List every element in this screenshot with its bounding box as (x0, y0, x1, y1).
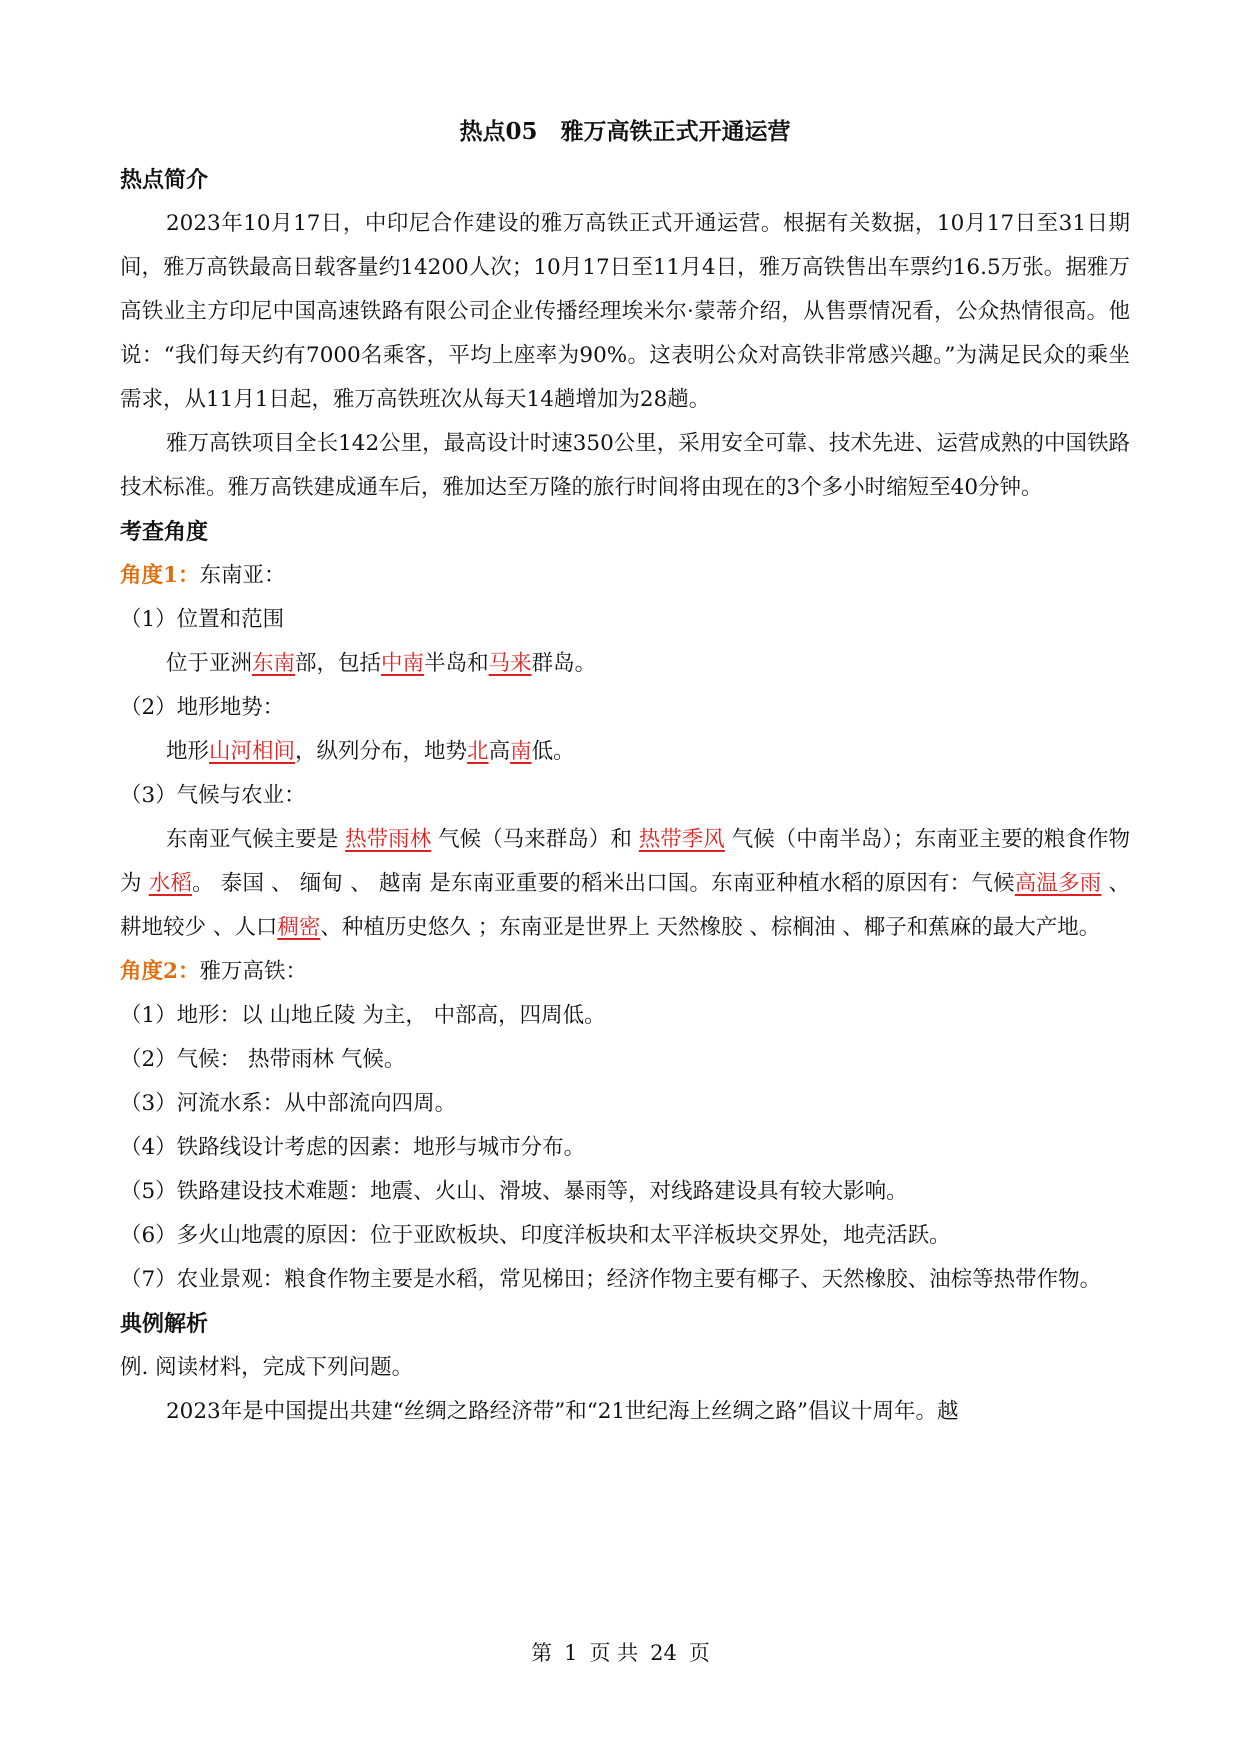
text-run: 位于亚洲 (166, 651, 253, 676)
text-run: 部，包括 (295, 651, 382, 676)
footer-prefix: 第 (531, 1641, 553, 1665)
angle2-item: （3）河流水系：从中部流向四周。 (120, 1091, 457, 1116)
answer-blank: 东南 (252, 651, 296, 676)
text-run: 、种植历史悠久 ；东南亚是世界上 天然橡胶 、棕榈油 、椰子和蕉麻的最大产地。 (320, 915, 1101, 940)
angle1-item3-title: （3）气候与农业： (120, 783, 306, 808)
answer-blank: 中南 (381, 651, 425, 676)
answer-blank: 北 (467, 739, 489, 764)
text-run: 东南亚气候主要是 (166, 827, 346, 852)
footer-suffix: 页 (688, 1641, 710, 1665)
text-run: 气候（马来群岛）和 (431, 827, 639, 852)
angle2-item: （5）铁路建设技术难题：地震、火山、滑坡、暴雨等，对线路建设具有较大影响。 (120, 1179, 908, 1204)
angle2-item: （1）地形：以 山地丘陵 为主， 中部高，四周低。 (120, 1003, 606, 1028)
text-run: 。 泰国 、 缅甸 、 越南 是东南亚重要的稻米出口国。东南亚种植水稻的原因有：气候 (192, 871, 1015, 896)
angle2-item: （7）农业景观：粮食作物主要是水稻，常见梯田；经济作物主要有椰子、天然橡胶、油棕等热带作物。 (120, 1267, 1102, 1292)
page-footer (0, 1638, 1241, 1668)
footer-total-pages: 24 (650, 1641, 677, 1665)
angle2-item: （4）铁路线设计考虑的因素：地形与城市分布。 (120, 1135, 586, 1160)
example-paragraph-1: 2023年是中国提出共建“丝绸之路经济带”和“21世纪海上丝绸之路”倡议十周年。越 (166, 1399, 959, 1424)
text-run: 半岛和 (424, 651, 489, 676)
document-page (120, 108, 1130, 1434)
footer-page-number: 1 (564, 1641, 578, 1665)
text-run: 高 (488, 739, 511, 764)
intro-paragraph-1: 2023年10月17日，中印尼合作建设的雅万高铁正式开通运营。根据有关数据，10月17日至31日期间，雅万高铁最高日载客量约14200人次；10月17日至11月4日，雅万高铁售出车票约16.5万张。据雅万高铁业主方印尼中国高速铁路有限公司企业传播经理埃米尔·蒙蒂介绍，从售票情况看，公众热情很高。他说：“我们每天约有7000名乘客，平均上座率为90%。这表明公众对高铁非常感兴趣。”为满足民众的乘坐需求，从11月1日起，雅万高铁班次从每天14趟增加为28趟。 (120, 211, 1130, 412)
angle1-item2-title: （2）地形地势： (120, 695, 285, 720)
angle1-heading (120, 554, 1130, 598)
angle1-item2-text (120, 730, 1130, 774)
answer-blank: 山河相间 (209, 739, 296, 764)
text-run: 地形 (166, 739, 210, 764)
text-run: 群岛。 (531, 651, 597, 676)
angle1-item3-text (120, 818, 1130, 950)
intro-heading: 热点简介 (120, 167, 209, 193)
page-title: 热点05 雅万高铁正式开通运营 (459, 118, 791, 145)
answer-blank: 南 (510, 739, 532, 764)
text-run: 气候（中南半岛）；东南亚主要的粮食作物为 (120, 827, 1130, 896)
answer-blank: 稠密 (277, 915, 321, 940)
answer-blank: 热带季风 (638, 827, 725, 852)
angle2-topic: 雅万高铁： (199, 959, 307, 984)
angle-heading: 考查角度 (120, 519, 209, 545)
text-run: ，纵列分布，地势 (295, 739, 468, 764)
answer-blank: 高温多雨 (1014, 871, 1102, 896)
angle1-item1-title: （1）位置和范围 (120, 607, 285, 632)
angle1-label: 角度1： (120, 563, 200, 588)
angle1-topic: 东南亚： (199, 563, 286, 588)
text-run: 、耕地较少 、人口 (120, 871, 1130, 940)
answer-blank: 水稻 (148, 871, 193, 896)
example-heading: 典例解析 (120, 1311, 209, 1337)
text-run: 低。 (531, 739, 575, 764)
angle1-item1-text (120, 642, 1130, 686)
angle2-heading (120, 950, 1130, 994)
footer-mid: 页 共 (589, 1641, 639, 1665)
answer-blank: 热带雨林 (345, 827, 432, 852)
answer-blank: 马来 (488, 651, 532, 676)
angle2-label: 角度2： (120, 959, 200, 984)
angle2-item: （6）多火山地震的原因：位于亚欧板块、印度洋板块和太平洋板块交界处，地壳活跃。 (120, 1223, 951, 1248)
angle2-item: （2）气候： 热带雨林 气候。 (120, 1047, 406, 1072)
example-intro: 例. 阅读材料，完成下列问题。 (120, 1355, 414, 1380)
intro-paragraph-2: 雅万高铁项目全长142公里，最高设计时速350公里，采用安全可靠、技术先进、运营成熟的中国铁路技术标准。雅万高铁建成通车后，雅加达至万隆的旅行时间将由现在的3个多小时缩短至40分钟。 (120, 431, 1130, 500)
